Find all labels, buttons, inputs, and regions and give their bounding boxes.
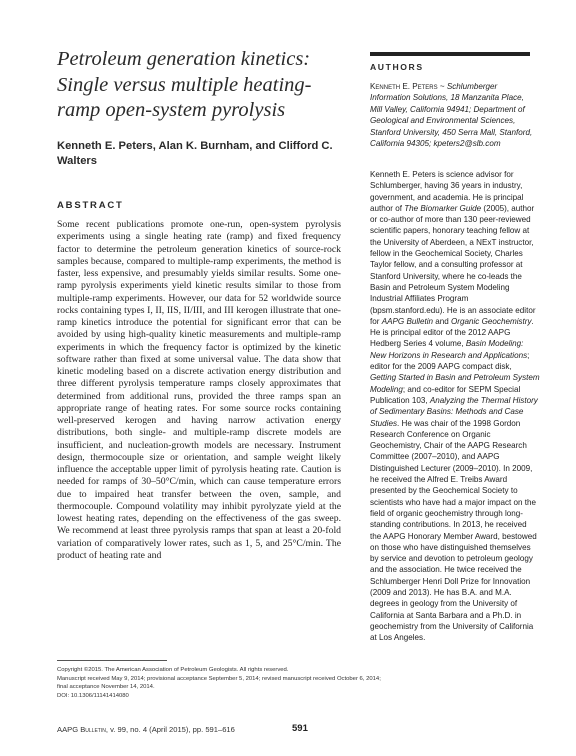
bio-book-title: Analyzing the Thermal History of Sedimentary Basins: Methods and Case Studies (370, 395, 538, 428)
journal-citation: , v. 99, no. 4 (April 2015), pp. 591–616 (105, 725, 235, 734)
manuscript-history: Manuscript received May 9, 2014; provisional acceptance September 5, 2014; revised manuscript received October 6, 2014; final acceptance November 14, 2014. (57, 675, 381, 691)
journal-name: AAPG Bulletin (57, 725, 106, 734)
abstract-heading: ABSTRACT (57, 200, 124, 211)
author-separator: ~ (437, 82, 447, 91)
authors-sidebar-heading: AUTHORS (370, 62, 424, 72)
running-footer (57, 725, 235, 734)
bio-journal-title: Organic Geochemistry (451, 316, 532, 326)
bio-journal-title: AAPG Bulletin (381, 316, 433, 326)
footnote-rule (57, 660, 167, 661)
bio-text: Kenneth E. Peters is science advisor for Schlumberger, having 36 years in industry, government, and academia. He is principal author of (370, 170, 524, 213)
page-number: 591 (292, 723, 308, 734)
sidebar-top-rule (370, 52, 530, 56)
bio-text: and (433, 316, 452, 326)
article-title: Petroleum generation kinetics: Single versus multiple heating-ramp open-system pyrolysis (57, 48, 312, 121)
doi-link[interactable]: DOI: 10.1306/11141414080 (57, 692, 129, 699)
bio-text: (2005), author or co-author of more than 130 peer-reviewed scientific papers, honorary teaching fellow at the University of Aberdeen, a NExT instructor, fellow in the Geochemical Society, Charles Taylor fellow, and a consulting professor at Stanford University, where he co-leads the Basin and Petroleum System Modeling Industrial Affiliates Program (bpsm.stanford.edu). He is an associate editor for (370, 203, 536, 326)
author-name: Kenneth E. Peters (370, 82, 438, 91)
bio-text: ; and co-editor for SEPM Special Publication 103, (370, 384, 521, 405)
copyright-note: Copyright ©2015. The American Association of Petroleum Geologists. All rights reserved. (57, 667, 289, 673)
bio-text: ; editor for the 2009 AAPG compact disk, (370, 350, 530, 372)
footnotes (57, 666, 387, 700)
bio-book-title: The Biomarker Guide (404, 203, 482, 213)
author-biography (370, 169, 540, 643)
article-authors: Kenneth E. Peters, Alan K. Burnham, and Clifford C. Walters (57, 140, 333, 167)
abstract-text: Some recent publications promote one-run, open-system pyrolysis experiments using a single heating rate (ramp) and fixed frequency factor to determine the petroleum generation kinetics of source-rock samples because, compared to multiple-ramp experiments, the method is faster, less expensive, and presumably yields similar results. Some one-ramp pyrolysis experiments yield kinetic results similar to those from multiple-ramp experiments. However, our data for 52 worldwide source rocks containing types I, II, IIS, II/III, and III kerogen illustrate that one-ramp kinetics introduce the potential for significant error that can be avoided by using high-quality kinetic measurements and multiple-ramp experiments in which the frequency factor is optimized by the kinetic software rather than fixed at some universal value. The data show that kinetic modeling based on a discrete activation energy distribution and three different pyrolysis temperature ramps closely approximates that determined from additional runs, provided the three ramps span an appropriate range of heating rates. For some source rocks containing well-preserved kerogen and having narrow activation energy distributions, both single- and multiple-ramp discrete models are insufficient, and nucleation-growth models are necessary. Instrument design, thermocouple size or orientation, and sample weight likely influence the acceptable upper limit of pyrolysis heating rate. Caution is needed for ramps of 30–50°C/min, which can cause temperature errors due to impaired heat transfer between the oven, sample, and thermocouple. Compound volatility may inhibit pyrolyzate yield at the lowest heating rates, depending on the effectiveness of the gas sweep. We recommend at least three pyrolysis ramps that span at least a 20-fold variation of comparatively lower rates, such as 1, 5, and 25°C/min. The product of heating rate and (57, 219, 341, 561)
author-affiliation (370, 81, 538, 149)
bio-text: . He is principal editor of the 2012 AAPG Hedberg Series 4 volume, (370, 316, 534, 349)
bio-text: . He was chair of the 1998 Gordon Research Conference on Organic Geochemistry, Chair of the AAPG Research Committee (2007–2010), and AAPG Distinguished Lecturer (2009–2010). In 2009, he received the Alfred E. Treibs Award presented by the Geochemical Society to scientists who have had a major impact on the field of organic geochemistry through long-standing contributions. In 2013, he received the AAPG Honorary Member Award, bestowed on those who have distinguished themselves by service and devotion to petroleum geology and the association. He twice received the Schlumberger Henri Doll Prize for Innovation (2009 and 2013). He has B.A. and M.A. degrees in geology from the University of California at Santa Barbara and a Ph.D. in geochemistry from the University of California at Los Angeles. (370, 418, 537, 643)
affiliation-text: Schlumberger Information Solutions, 18 Manzanita Place, Mill Valley, California 94941; Department of Geological and Environmental Sciences, Stanford University, 450 Serra Mall, Stanford, California 94305; kpeters2@slb.com (370, 82, 533, 149)
bio-book-title: Basin Modeling: New Horizons in Research and Applications (370, 339, 528, 360)
bio-book-title: Getting Started in Basin and Petroleum System Modeling (370, 373, 540, 394)
